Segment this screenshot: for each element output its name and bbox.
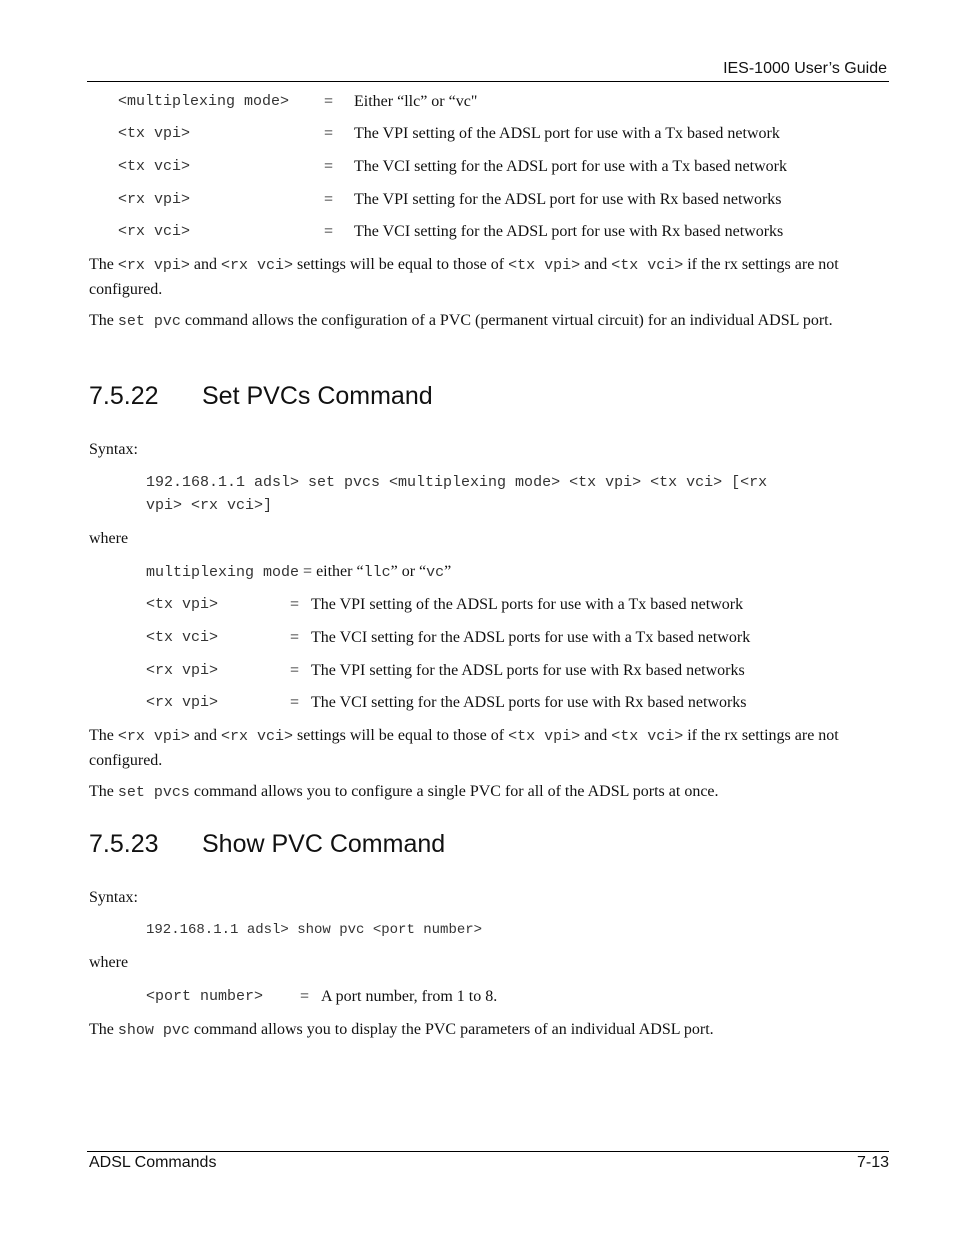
param-equals: = [300, 988, 310, 1005]
param-equals: = [290, 629, 300, 646]
param-name: <rx vpi> [146, 694, 219, 711]
param-equals: = [324, 223, 334, 240]
syntax-command: 192.168.1.1 adsl> show pvc <port number> [146, 922, 483, 938]
where-label: where [89, 530, 129, 547]
param-equals: = [324, 93, 334, 110]
footer-page-number: 7-13 [856, 1154, 889, 1171]
rx-default-note: The <rx vpi> and <rx vci> settings will be equal to those of <tx vpi> and <tx vci> if the rx settings are not configured. [89, 727, 839, 769]
param-equals: = [324, 191, 334, 208]
param-equals: = [324, 125, 334, 142]
param-name: <tx vpi> [118, 125, 191, 142]
param-desc: The VCI setting for the ADSL ports for use with a Tx based network [311, 629, 751, 646]
param-desc: The VPI setting of the ADSL port for use with a Tx based network [354, 125, 780, 142]
param-equals: = [290, 662, 300, 679]
param-name: <rx vci> [118, 223, 191, 240]
param-name: <rx vpi> [118, 191, 191, 208]
syntax-command: 192.168.1.1 adsl> set pvcs <multiplexing mode> <tx vpi> <tx vci> [<rx [146, 474, 768, 491]
syntax-label: Syntax: [89, 889, 138, 906]
param-name: <port number> [146, 988, 264, 1005]
param-name: <multiplexing mode> [118, 93, 290, 110]
syntax-label: Syntax: [89, 441, 138, 458]
param-name: <rx vpi> [146, 662, 219, 679]
show-pvc-description: The show pvc command allows you to display the PVC parameters of an individual ADSL port. [89, 1021, 714, 1039]
param-equals: = [324, 158, 334, 175]
param-desc: The VPI setting for the ADSL port for use with Rx based networks [354, 191, 782, 208]
mode-definition: multiplexing mode = either “llc” or “vc” [146, 563, 452, 581]
param-desc: The VCI setting for the ADSL ports for use with Rx based networks [311, 694, 747, 711]
set-pvcs-description: The set pvcs command allows you to configure a single PVC for all of the ADSL ports at once. [89, 783, 719, 801]
rx-default-note: The <rx vpi> and <rx vci> settings will be equal to those of <tx vpi> and <tx vci> if the rx settings are not configured. [89, 256, 839, 298]
set-pvc-description: The set pvc command allows the configuration of a PVC (permanent virtual circuit) for an individual ADSL port. [89, 312, 833, 330]
param-equals: = [290, 694, 300, 711]
where-label: where [89, 954, 129, 971]
param-desc: The VPI setting for the ADSL ports for use with Rx based networks [311, 662, 745, 679]
running-header-title: IES-1000 User’s Guide [723, 60, 887, 77]
param-name: <tx vci> [146, 629, 219, 646]
param-equals: = [290, 596, 300, 613]
header-rule [87, 81, 889, 82]
param-desc: The VCI setting for the ADSL port for use with Rx based networks [354, 223, 784, 240]
footer-chapter-title: ADSL Commands [89, 1154, 217, 1171]
section-heading: 7.5.23 Show PVC Command [89, 830, 446, 858]
param-desc: The VCI setting for the ADSL port for use with a Tx based network [354, 158, 787, 175]
syntax-command-cont: vpi> <rx vci>] [146, 497, 273, 514]
param-desc: A port number, from 1 to 8. [321, 988, 498, 1005]
param-desc: The VPI setting of the ADSL ports for use with a Tx based network [311, 596, 744, 613]
footer-rule [87, 1151, 889, 1152]
section-heading: 7.5.22 Set PVCs Command [89, 382, 433, 410]
param-name: <tx vci> [118, 158, 191, 175]
param-desc: Either “llc” or “vc" [354, 93, 478, 110]
param-name: <tx vpi> [146, 596, 219, 613]
